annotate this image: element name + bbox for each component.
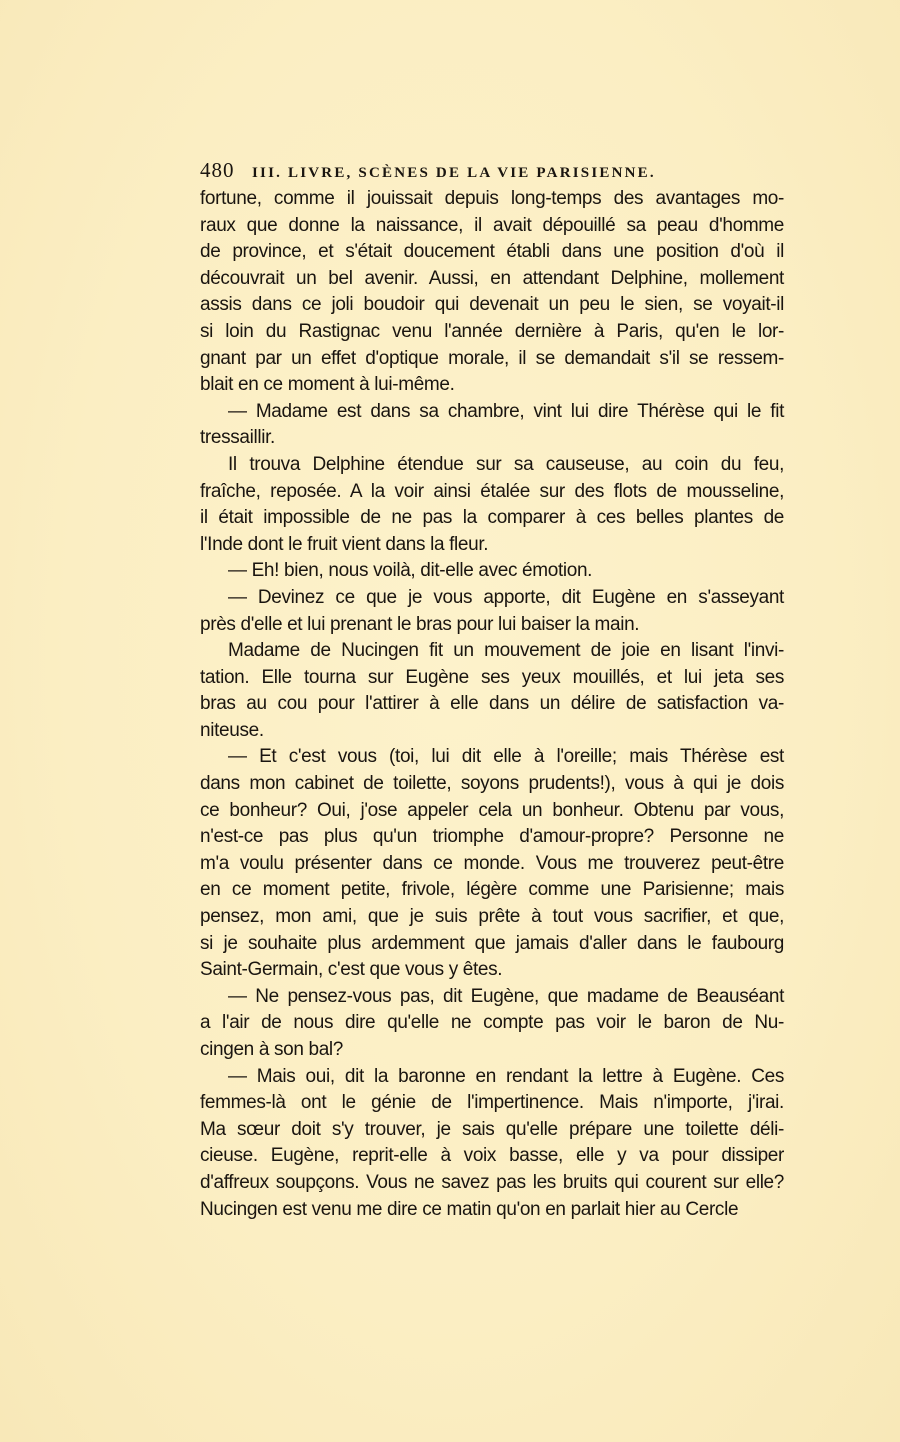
page-number: 480 [200, 158, 235, 182]
text-line: de province, et s'était doucement établi dans une position d'où il [200, 241, 784, 263]
text-line: fraîche, reposée. A la voir ainsi étalée sur des flots de mousseline, [200, 480, 784, 502]
text-line: si je souhaite plus ardemment que jamais d'aller dans le faubourg [200, 932, 784, 954]
text-line: gnant par un effet d'optique morale, il se demandait s'il se ressem- [200, 347, 784, 369]
text-line: tation. Elle tourna sur Eugène ses yeux mouillés, et lui jeta ses [200, 666, 784, 688]
text-line: bras au cou pour l'attirer à elle dans un délire de satisfaction va- [200, 693, 784, 715]
text-line: — Devinez ce que je vous apporte, dit Eugène en s'asseyant [228, 586, 784, 608]
paragraph [200, 186, 784, 399]
text-line: femmes-là ont le génie de l'impertinence. Mais n'importe, j'irai. [200, 1092, 784, 1114]
paragraph [200, 585, 784, 638]
text-line: cingen à son bal? [200, 1039, 343, 1060]
paragraph [200, 1064, 784, 1224]
text-line: d'affreux soupçons. Vous ne savez pas les bruits qui courent sur elle? [200, 1171, 784, 1193]
text-line: ce bonheur? Oui, j'ose appeler cela un bonheur. Obtenu par vous, [200, 799, 784, 821]
text-line: raux que donne la naissance, il avait dépouillé sa peau d'homme [200, 214, 784, 236]
book-page [200, 158, 784, 1223]
paragraph [200, 638, 784, 744]
paragraph [200, 744, 784, 983]
text-line: assis dans ce joli boudoir qui devenait un peu le sien, se voyait-il [200, 294, 784, 316]
text-line: — Madame est dans sa chambre, vint lui dire Thérèse qui le fit [228, 400, 784, 422]
text-line: — Mais oui, dit la baronne en rendant la lettre à Eugène. Ces [228, 1065, 784, 1087]
running-head [200, 158, 784, 186]
text-line: a l'air de nous dire qu'elle ne compte pas voir le baron de Nu- [200, 1012, 784, 1034]
paragraph [200, 984, 784, 1064]
paragraph [200, 452, 784, 558]
text-line: m'a voulu présenter dans ce monde. Vous me trouverez peut-être [200, 852, 784, 874]
text-line: — Et c'est vous (toi, lui dit elle à l'oreille; mais Thérèse est [228, 746, 784, 768]
text-line: en ce moment petite, frivole, légère comme une Parisienne; mais [200, 879, 784, 901]
text-line: découvrait un bel avenir. Aussi, en attendant Delphine, mollement [200, 267, 784, 289]
text-line: — Ne pensez-vous pas, dit Eugène, que madame de Beauséant [228, 985, 784, 1007]
text-line: Saint-Germain, c'est que vous y êtes. [200, 959, 503, 981]
text-line: dans mon cabinet de toilette, soyons prudents!), vous à qui je dois [200, 773, 784, 795]
paragraph [200, 558, 784, 585]
text-line: l'Inde dont le fruit vient dans la fleur. [200, 533, 489, 555]
text-line: si loin du Rastignac venu l'année dernière à Paris, qu'en le lor- [200, 320, 784, 342]
text-line: pensez, mon ami, que je suis prête à tout vous sacrifier, et que, [200, 906, 784, 928]
text-line: tressaillir. [200, 427, 275, 449]
text-line: niteuse. [200, 719, 264, 741]
paragraph [200, 399, 784, 452]
text-line: Il trouva Delphine étendue sur sa causeuse, au coin du feu, [228, 453, 784, 475]
text-line: près d'elle et lui prenant le bras pour lui baiser la main. [200, 613, 640, 635]
text-line: Madame de Nucingen fit un mouvement de joie en lisant l'invi- [228, 640, 784, 662]
text-line: Nucingen est venu me dire ce matin qu'on en parlait hier au Cercle [200, 1198, 739, 1220]
text-line: blait en ce moment à lui-même. [200, 374, 455, 396]
text-line: il était impossible de ne pas la comparer à ces belles plantes de [200, 507, 784, 529]
running-title: III. LIVRE, SCÈNES DE LA VIE PARISIENNE. [252, 165, 656, 181]
text-line: cieuse. Eugène, reprit-elle à voix basse, elle y va pour dissiper [200, 1145, 784, 1167]
text-line: — Eh! bien, nous voilà, dit-elle avec émotion. [228, 560, 593, 582]
text-line: n'est-ce pas plus qu'un triomphe d'amour-propre? Personne ne [200, 826, 784, 848]
body-text [200, 186, 784, 1223]
text-line: fortune, comme il jouissait depuis long-temps des avantages mo- [200, 188, 784, 209]
text-line: Ma sœur doit s'y trouver, je sais qu'elle prépare une toilette déli- [200, 1118, 784, 1140]
